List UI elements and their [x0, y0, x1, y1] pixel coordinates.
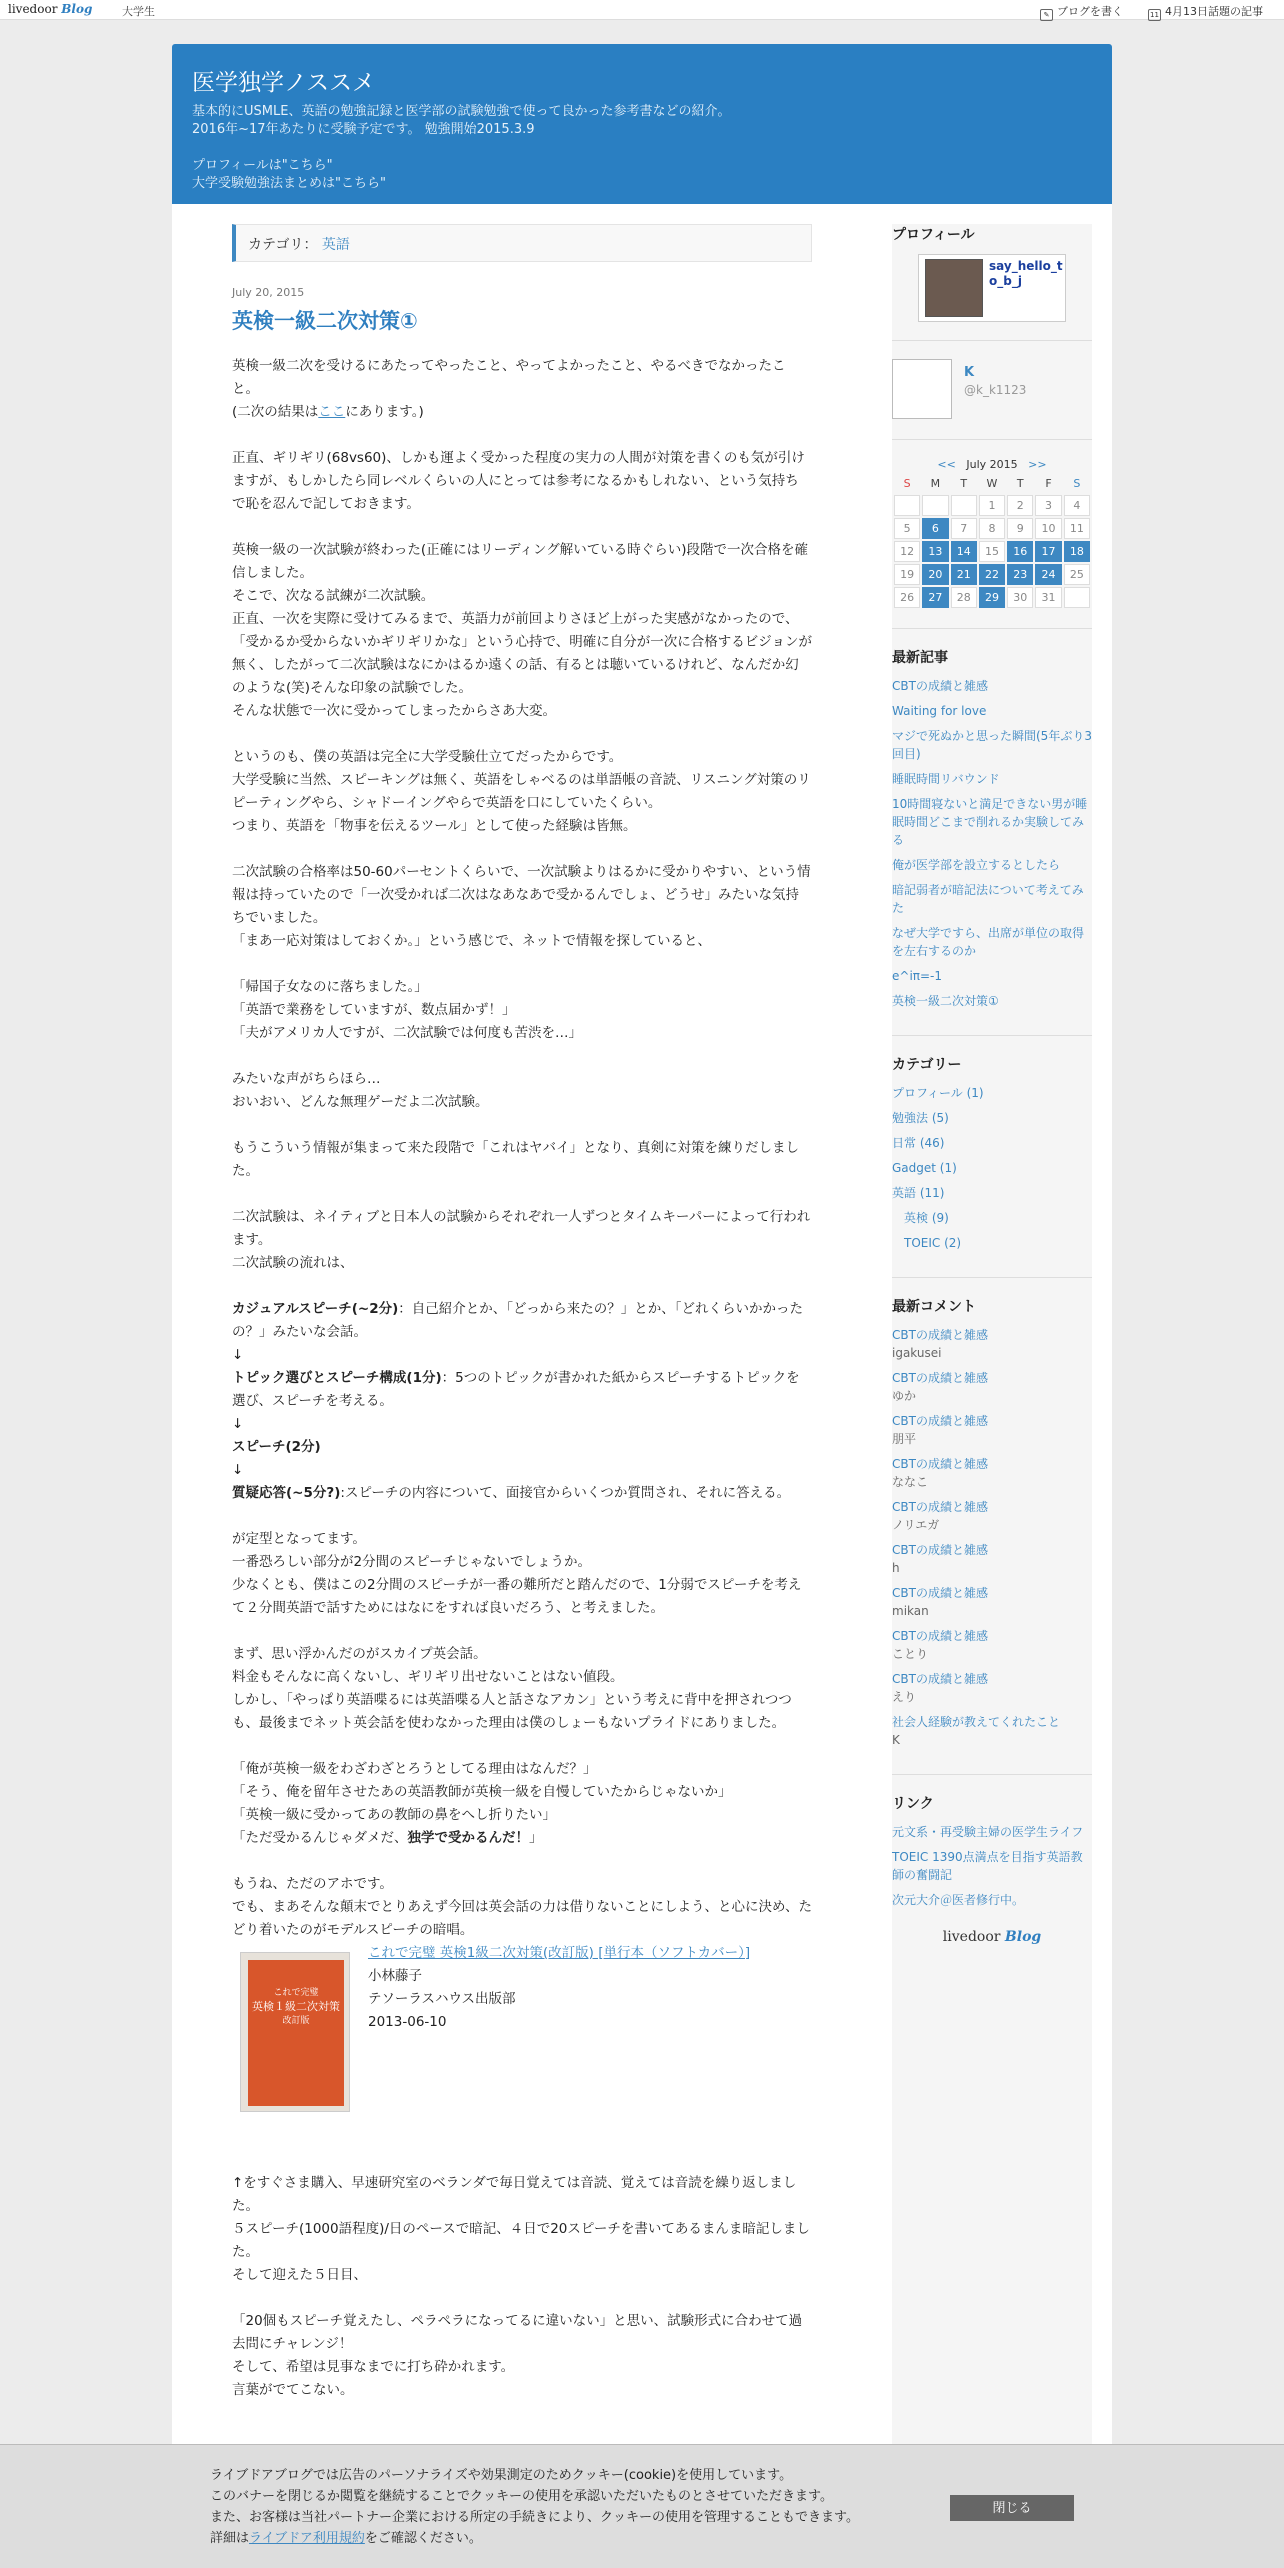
day-header: S — [1073, 476, 1081, 490]
day-header: S — [903, 476, 911, 490]
calendar-day: 31 — [1035, 587, 1061, 608]
recent-post-link[interactable]: なぜ大学ですら、出席が単位の取得を左右するのか — [892, 926, 1085, 958]
book-link[interactable]: これで完璧 英検1級二次対策(改訂版) [単行本（ソフトカバー）] — [368, 1945, 751, 1961]
footer-logo-blog: Blog — [1004, 1929, 1042, 1945]
book-card — [232, 1942, 812, 2172]
recent-post-link[interactable]: e^iπ=-1 — [892, 969, 943, 983]
paragraph: そして、希望は見事なまでに打ち砕かれます。 — [232, 2359, 515, 2375]
day-header: M — [930, 476, 941, 490]
profile-card[interactable] — [918, 254, 1066, 322]
calendar-day[interactable]: 6 — [922, 518, 948, 539]
text: ：自己紹介とか、「どっから来たの？」とか、「どれくらいかかったの？」みたいな会話。 — [232, 1301, 804, 1340]
paragraph: 「英検一級に受かってあの教師の鼻をへし折りたい」 — [232, 1807, 556, 1823]
footer-livedoor-logo[interactable] — [892, 1929, 1092, 1945]
comment-user: K — [892, 1733, 900, 1747]
paragraph: 少なくとも、僕はこの2分間のスピーチが一番の難所だと踏んだので、1分弱でスピーチを考えて２分間英語で話すためにはなにをすれば良いだろう、と考えました。 — [232, 1577, 802, 1616]
cookie-line — [210, 2528, 859, 2549]
profile-name[interactable]: say_hello_to_b_j — [989, 259, 1063, 288]
text: :スピーチの内容について、面接官からいくつか質問され、それに答える。 — [340, 1485, 791, 1501]
text: 詳細は — [210, 2531, 250, 2546]
calendar-header — [894, 473, 1090, 493]
cookie-text — [210, 2465, 859, 2549]
day-header: T — [960, 476, 968, 490]
calendar-day: 2 — [1007, 495, 1033, 516]
article-title[interactable]: 英検一級二次対策① — [232, 309, 418, 333]
paragraph: 英検一級二次を受けるにあたってやったこと、やってよかったこと、やるべきでなかったこと。 — [232, 358, 786, 397]
calendar-day: 30 — [1007, 587, 1033, 608]
calendar-day[interactable]: 29 — [979, 587, 1005, 608]
comment-post-link[interactable]: CBTの成績と雑感 — [892, 1586, 988, 1600]
paragraph: が定型となってます。 — [232, 1531, 366, 1547]
paragraph: もうこういう情報が集まって来た段階で「これはヤバイ」となり、真剣に対策を練りだしました。 — [232, 1140, 799, 1179]
calendar-day[interactable]: 24 — [1035, 564, 1061, 585]
paragraph — [232, 401, 812, 424]
category-box — [232, 224, 812, 262]
external-link[interactable]: 次元大介＠医者修行中。 — [892, 1893, 1025, 1907]
calendar-caption — [892, 458, 1092, 471]
paragraph: 「20個もスピーチ覚えたし、ペラペラになってるに違いない」と思い、試験形式に合わせて過去問にチャレンジ！ — [232, 2313, 803, 2352]
bold-text: 質疑応答(~5分?) — [232, 1485, 341, 1501]
paragraph: ５スピーチ(1000語程度)/日のペースで暗記、４日で20スピーチを書いてあるまんま暗記しました。 — [232, 2221, 810, 2260]
comment-user: ことり — [892, 1647, 929, 1661]
paragraph — [232, 1298, 812, 1344]
calendar-day[interactable]: 27 — [922, 587, 948, 608]
recent-post-link[interactable]: 10時間寝ないと満足できない男が睡眠時間どこまで削れるか実験してみる — [892, 797, 1088, 847]
paragraph: 言葉がでてこない。 — [232, 2382, 354, 2398]
profile-section — [892, 224, 1092, 341]
paragraph: でも、まあそんな顛末でとりあえず今回は英会話の力は借りないことにしよう、と心に決め、たどり着いたのがモデルスピーチの暗唱。 — [232, 1899, 812, 1938]
paragraph: 大学受験に当然、スピーキングは無く、英語をしゃべるのは単語帳の音読、リスニング対策のリピーティングやら、シャドーイングやらで英語を口にしていたくらい。 — [232, 772, 811, 811]
comment-post-link[interactable]: CBTの成績と雑感 — [892, 1414, 988, 1428]
bold-text: 独学で受かるんだ！ — [407, 1830, 529, 1846]
calendar-day: 9 — [1007, 518, 1033, 539]
calendar-day[interactable]: 23 — [1007, 564, 1033, 585]
paragraph: そんな状態で一次に受かってしまったからさあ大変。 — [232, 703, 556, 719]
paragraph: 二次試験の合格率は50-60パーセントくらいで、一次試験よりはるかに受かりやすい、という情報は持っていたので「一次受かれば二次はなあなあで受かるんでしょ、どうせ」みたいな気持ちでいました。 — [232, 864, 811, 926]
calendar-day[interactable]: 18 — [1064, 541, 1090, 562]
categories-heading: カテゴリー — [892, 1057, 962, 1073]
calendar-day: 4 — [1064, 495, 1090, 516]
recent-post-link[interactable]: マジで死ぬかと思った瞬間(5年ぶり3回目) — [892, 729, 1092, 761]
calendar-day: 7 — [951, 518, 977, 539]
external-link[interactable]: TOEIC 1390点満点を目指す英語教師の奮闘記 — [892, 1850, 1083, 1882]
calendar-day: 12 — [894, 541, 920, 562]
logo-blog-text: Blog — [61, 2, 93, 16]
book-date: 2013-06-10 — [368, 2014, 447, 2030]
links-list — [892, 1823, 1092, 1909]
calendar-day: 11 — [1064, 518, 1090, 539]
paragraph — [232, 1436, 812, 1459]
paragraph: 二次試験の流れは、 — [232, 1255, 354, 1271]
paragraph: 「俺が英検一級をわざわざとろうとしてる理由はなんだ？」 — [232, 1761, 597, 1777]
recent-post-link[interactable]: Waiting for love — [892, 704, 987, 718]
blog-header — [172, 44, 1112, 204]
calendar-section — [892, 458, 1092, 629]
write-blog-label: ブログを書く — [1057, 5, 1123, 18]
category-item[interactable]: 日常 (46) — [892, 1136, 945, 1150]
top-bar — [0, 0, 1284, 20]
cookie-close-button[interactable]: 閉じる — [950, 2495, 1074, 2521]
bold-text: スピーチ(2分) — [232, 1439, 321, 1455]
paragraph: つまり、英語を「物事を伝えるツール」として使った経験は皆無。 — [232, 818, 637, 834]
user-name[interactable]: K — [964, 365, 975, 380]
paragraph: 「そう、俺を留年させたあの英語教師が英検一級を自慢していたからじゃないか」 — [232, 1784, 732, 1800]
user-section — [892, 359, 1092, 440]
topbar-category-link[interactable]: 大学生 — [122, 5, 155, 18]
spacer — [192, 139, 1112, 157]
recent-posts-section — [892, 647, 1092, 1036]
comment-post-link[interactable]: CBTの成績と雑感 — [892, 1543, 988, 1557]
calendar-day: 5 — [894, 518, 920, 539]
paragraph — [232, 1827, 812, 1850]
article-body — [232, 355, 812, 2402]
calendar-day[interactable]: 16 — [1007, 541, 1033, 562]
paragraph: そして迎えた５日目、 — [232, 2267, 367, 2283]
paragraph: 一番恐ろしい部分が2分間のスピーチじゃないでしょうか。 — [232, 1554, 592, 1570]
cookie-banner — [0, 2444, 1284, 2568]
paragraph: 二次試験は、ネイティブと日本人の試験からそれぞれ一人ずつとタイムキーパーによって行われます。 — [232, 1209, 811, 1248]
recent-posts-heading: 最新記事 — [892, 650, 948, 666]
calendar-day: 1 — [979, 495, 1005, 516]
paragraph: 「まあ一応対策はしておくか。」という感じで、ネットで情報を探していると、 — [232, 933, 711, 949]
category-item[interactable]: 勉強法 (5) — [892, 1111, 949, 1125]
calendar-day: 3 — [1035, 495, 1061, 516]
calendar-day: 28 — [951, 587, 977, 608]
paragraph: 「英語で業務をしていますが、数点届かず！」 — [232, 1002, 516, 1018]
comment-user: ノリエガ — [892, 1518, 940, 1532]
categories-section — [892, 1054, 1092, 1278]
day-header: W — [986, 476, 998, 490]
text: 「ただ受かるんじゃダメだ、 — [232, 1830, 408, 1846]
calendar-day — [951, 495, 977, 516]
recent-post-link[interactable]: CBTの成績と雑感 — [892, 679, 988, 693]
comment-post-link[interactable]: CBTの成績と雑感 — [892, 1672, 988, 1686]
subcategory-item[interactable]: 英検 (9) — [904, 1211, 949, 1225]
paragraph: 「帰国子女なのに落ちました。」 — [232, 979, 428, 995]
paragraph: 正直、一次を実際に受けてみるまで、英語力が前回よりさほど上がった実感がなかったので、「受かるか受からないかギリギリかな」という心持で、明確に自分が一次に合格するビジョンが無く、したがって二次試験はなにかはるか遠くの話、有るとは聴いているけれど、なんだか幻のような(笑)そんな印象の試験でした。 — [232, 611, 812, 696]
links-section — [892, 1793, 1092, 1945]
comment-user: ななこ — [892, 1475, 929, 1489]
calendar-month: July 2015 — [966, 458, 1018, 471]
comment-user: mikan — [892, 1604, 929, 1618]
external-link[interactable]: 元文系・再受験主婦の医学生ライフ — [892, 1825, 1084, 1839]
paragraph: しかし、「やっぱり英語喋るには英語喋る人と話さなアカン」という考えに背中を押されつつも、最後までネット英会話を使わなかった理由は僕のしょーもないプライドにありました。 — [232, 1692, 792, 1731]
text: ：5つのトピックが書かれた紙からスピーチするトピックを選び、スピーチを考える。 — [232, 1370, 800, 1409]
calendar-day — [1064, 587, 1090, 608]
paragraph: 料金もそんなに高くないし、ギリギリ出せないことはない値段。 — [232, 1669, 624, 1685]
topics-link[interactable] — [1148, 3, 1263, 21]
calendar-day: 19 — [894, 564, 920, 585]
comment-user: えり — [892, 1690, 917, 1704]
blog-title[interactable]: 医学独学ノススメ — [192, 70, 376, 96]
book-info — [368, 1942, 750, 2034]
article — [232, 224, 812, 2402]
category-item[interactable]: Gadget (1) — [892, 1161, 957, 1175]
result-link[interactable]: ここ — [318, 404, 346, 420]
calendar-day: 15 — [979, 541, 1005, 562]
cookie-line: このバナーを閉じるか閲覧を継続することでクッキーの使用を承認いただいたものとさせていただきます。 — [210, 2489, 833, 2504]
calendar-next[interactable]: >> — [1028, 458, 1047, 471]
links-heading: リンク — [892, 1796, 934, 1812]
day-header: T — [1016, 476, 1024, 490]
calendar-day: 10 — [1035, 518, 1061, 539]
paragraph: ↑をすぐさま購入、早速研究室のベランダで毎日覚えては音読、覚えては音読を繰り返しました。 — [232, 2175, 797, 2214]
category-link[interactable]: 英語 — [321, 237, 350, 253]
comment-user: igakusei — [892, 1346, 942, 1360]
study-method-link[interactable]: 大学受験勉強法まとめは"こちら" — [192, 176, 386, 191]
cover-text: これで完璧 — [273, 1988, 319, 1998]
calendar-day: 26 — [894, 587, 920, 608]
calendar-day: 25 — [1064, 564, 1090, 585]
pencil-icon: ✎ — [1040, 9, 1053, 21]
text: にあります。) — [345, 404, 424, 420]
paragraph: おいおい、どんな無理ゲーだよ二次試験。 — [232, 1094, 489, 1110]
text: 」 — [529, 1830, 543, 1846]
categories-list — [892, 1084, 1092, 1252]
book-cover[interactable] — [240, 1952, 350, 2112]
profile-link[interactable]: プロフィールは"こちら" — [192, 158, 333, 173]
bold-text: トピック選びとスピーチ構成(1分) — [232, 1370, 442, 1386]
calendar-day: 8 — [979, 518, 1005, 539]
paragraph: 正直、ギリギリ(68vs60)、しかも運よく受かった程度の実力の人間が対策を書くのも気が引けますが、もしかしたら同レベルくらいの人にとっては参考になるかもしれない、という気持ちで恥を忍んで記しておきます。 — [232, 450, 805, 512]
paragraph: ↓ — [232, 1416, 244, 1432]
recent-post-link[interactable]: 俺が医学部を設立するとしたら — [892, 858, 1061, 872]
comment-post-link[interactable]: CBTの成績と雑感 — [892, 1457, 988, 1471]
footer-logo-text: livedoor — [942, 1929, 1001, 1945]
book-cover-art — [248, 1960, 344, 2106]
text: (二次の結果は — [232, 404, 319, 420]
user-avatar[interactable] — [892, 359, 952, 419]
text: をご確認ください。 — [364, 2531, 482, 2546]
terms-link[interactable]: ライブドア利用規約 — [249, 2531, 365, 2546]
blog-description-1: 基本的にUSMLE、英語の勉強記録と医学部の試験勉強で使って良かった参考書などの紹介。 — [192, 104, 731, 119]
calendar-day — [894, 495, 920, 516]
comment-user: ゆか — [892, 1389, 917, 1403]
topics-label: 4月13日話題の記事 — [1165, 5, 1263, 18]
recent-post-link[interactable]: 英検一級二次対策① — [892, 994, 999, 1008]
calendar-day[interactable]: 13 — [922, 541, 948, 562]
comment-post-link[interactable]: CBTの成績と雑感 — [892, 1629, 988, 1643]
article-date: July 20, 2015 — [232, 286, 305, 299]
comments-heading: 最新コメント — [892, 1299, 976, 1315]
calendar-prev[interactable]: << — [937, 458, 956, 471]
user-card — [892, 359, 1092, 421]
logo-text: livedoor — [8, 2, 58, 16]
paragraph: みたいな声がちらほら… — [232, 1071, 381, 1087]
livedoor-blog-logo[interactable] — [8, 2, 92, 16]
paragraph: 英検一級の一次試験が終わった(正確にはリーディング解いている時ぐらい)段階で一次合格を確信しました。 — [232, 542, 809, 581]
category-item[interactable]: 英語 (11) — [892, 1186, 945, 1200]
profile-heading: プロフィール — [892, 227, 975, 243]
cookie-line: ライブドアブログでは広告のパーソナライズや効果測定のためクッキー(cookie)を使用しています。 — [210, 2468, 793, 2483]
write-blog-link[interactable] — [1040, 3, 1123, 21]
cover-text: 英検１級二次対策 — [252, 2000, 340, 2013]
comment-post-link[interactable]: 社会人経験が教えてくれたこと — [892, 1715, 1061, 1729]
sidebar — [892, 224, 1092, 1945]
recent-posts-list — [892, 677, 1092, 1010]
paragraph: まず、思い浮かんだのがスカイプ英会話。 — [232, 1646, 487, 1662]
paragraph: ↓ — [232, 1462, 244, 1478]
comment-post-link[interactable]: CBTの成績と雑感 — [892, 1371, 988, 1385]
comment-user: 朋平 — [892, 1432, 917, 1446]
calendar-day — [922, 495, 948, 516]
comments-section — [892, 1296, 1092, 1775]
subcategory-item[interactable]: TOEIC (2) — [904, 1236, 962, 1250]
blog-description-2: 2016年~17年あたりに受験予定です。 勉強開始2015.3.9 — [192, 122, 535, 137]
calendar-day[interactable]: 22 — [979, 564, 1005, 585]
calendar — [892, 471, 1092, 610]
comment-post-link[interactable]: CBTの成績と雑感 — [892, 1500, 988, 1514]
book-author: 小林藤子 — [368, 1968, 422, 1984]
recent-post-link[interactable]: 暗記弱者が暗記法について考えてみた — [892, 883, 1084, 915]
paragraph — [232, 1367, 812, 1413]
paragraph: ↓ — [232, 1347, 244, 1363]
calendar-day[interactable]: 14 — [951, 541, 977, 562]
comment-user: h — [892, 1561, 900, 1575]
calendar-icon: 11 — [1148, 9, 1161, 21]
comments-list — [892, 1326, 1092, 1749]
avatar — [925, 259, 983, 317]
paragraph — [232, 1482, 812, 1505]
calendar-day[interactable]: 20 — [922, 564, 948, 585]
bold-text: カジュアルスピーチ(~2分) — [232, 1301, 399, 1317]
calendar-day[interactable]: 21 — [951, 564, 977, 585]
paragraph: もうね、ただのアホです。 — [232, 1876, 393, 1892]
content-wrapper — [172, 204, 1112, 2568]
cookie-line: また、お客様は当社パートナー企業における所定の手続きにより、クッキーの使用を管理することもできます。 — [210, 2510, 859, 2525]
calendar-day[interactable]: 17 — [1035, 541, 1061, 562]
comment-post-link[interactable]: CBTの成績と雑感 — [892, 1328, 988, 1342]
user-handle[interactable]: @k_k1123 — [964, 383, 1027, 397]
paragraph: そこで、次なる試練が二次試験。 — [232, 588, 435, 604]
paragraph: というのも、僕の英語は完全に大学受験仕立てだったからです。 — [232, 749, 623, 765]
day-header: F — [1045, 476, 1052, 490]
category-item[interactable]: プロフィール (1) — [892, 1086, 984, 1100]
book-publisher: テソーラスハウス出版部 — [368, 1991, 516, 2007]
paragraph: 「夫がアメリカ人ですが、二次試験では何度も苦渋を…」 — [232, 1025, 583, 1041]
recent-post-link[interactable]: 睡眠時間リバウンド — [892, 772, 1000, 786]
category-label: カテゴリ： — [248, 237, 318, 253]
cover-text: 改訂版 — [282, 2016, 310, 2026]
